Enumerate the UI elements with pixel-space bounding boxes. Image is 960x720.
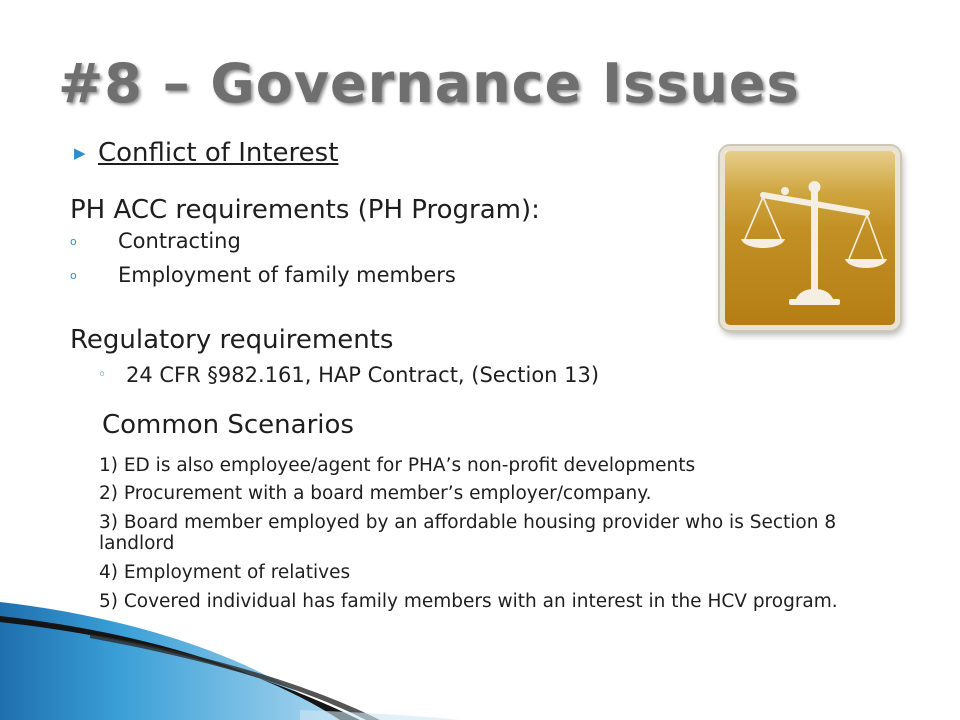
common-scenarios-heading: Common Scenarios <box>102 410 354 440</box>
scales-of-justice-image <box>720 146 900 330</box>
decorative-swoosh <box>0 560 960 720</box>
ph-acc-heading: PH ACC requirements (PH Program): <box>70 195 540 225</box>
arrow-bullet-icon: ▶ <box>74 144 86 162</box>
regulatory-heading: Regulatory requirements <box>70 325 394 355</box>
ring-bullet-icon: ◦ <box>98 367 107 383</box>
scenario-item: 4) Employment of relatives <box>99 562 351 583</box>
scenario-item: 3) Board member employed by an affordable housing provider who is Section 8 landlord <box>99 512 837 554</box>
scales-of-justice-icon <box>725 151 895 325</box>
regulatory-item <box>98 363 599 387</box>
slide-title: #8 – Governance Issues <box>58 52 800 115</box>
conflict-of-interest-label: Conflict of Interest <box>98 138 339 168</box>
scenario-item: 5) Covered individual has family members with an interest in the HCV program. <box>99 591 838 612</box>
scenario-item: 1) ED is also employee/agent for PHA’s non-profit developments <box>99 455 696 476</box>
circle-bullet-icon: o <box>70 234 77 248</box>
ph-acc-item-label: Employment of family members <box>118 263 456 287</box>
scenario-item: 2) Procurement with a board member’s employer/company. <box>99 483 652 504</box>
regulatory-item-label: 24 CFR §982.161, HAP Contract, (Section 13) <box>126 363 600 387</box>
circle-bullet-icon: o <box>70 268 77 282</box>
ph-acc-item <box>70 263 456 287</box>
ph-acc-item <box>70 229 241 253</box>
ph-acc-item-label: Contracting <box>118 229 241 253</box>
conflict-of-interest-bullet <box>74 138 338 168</box>
